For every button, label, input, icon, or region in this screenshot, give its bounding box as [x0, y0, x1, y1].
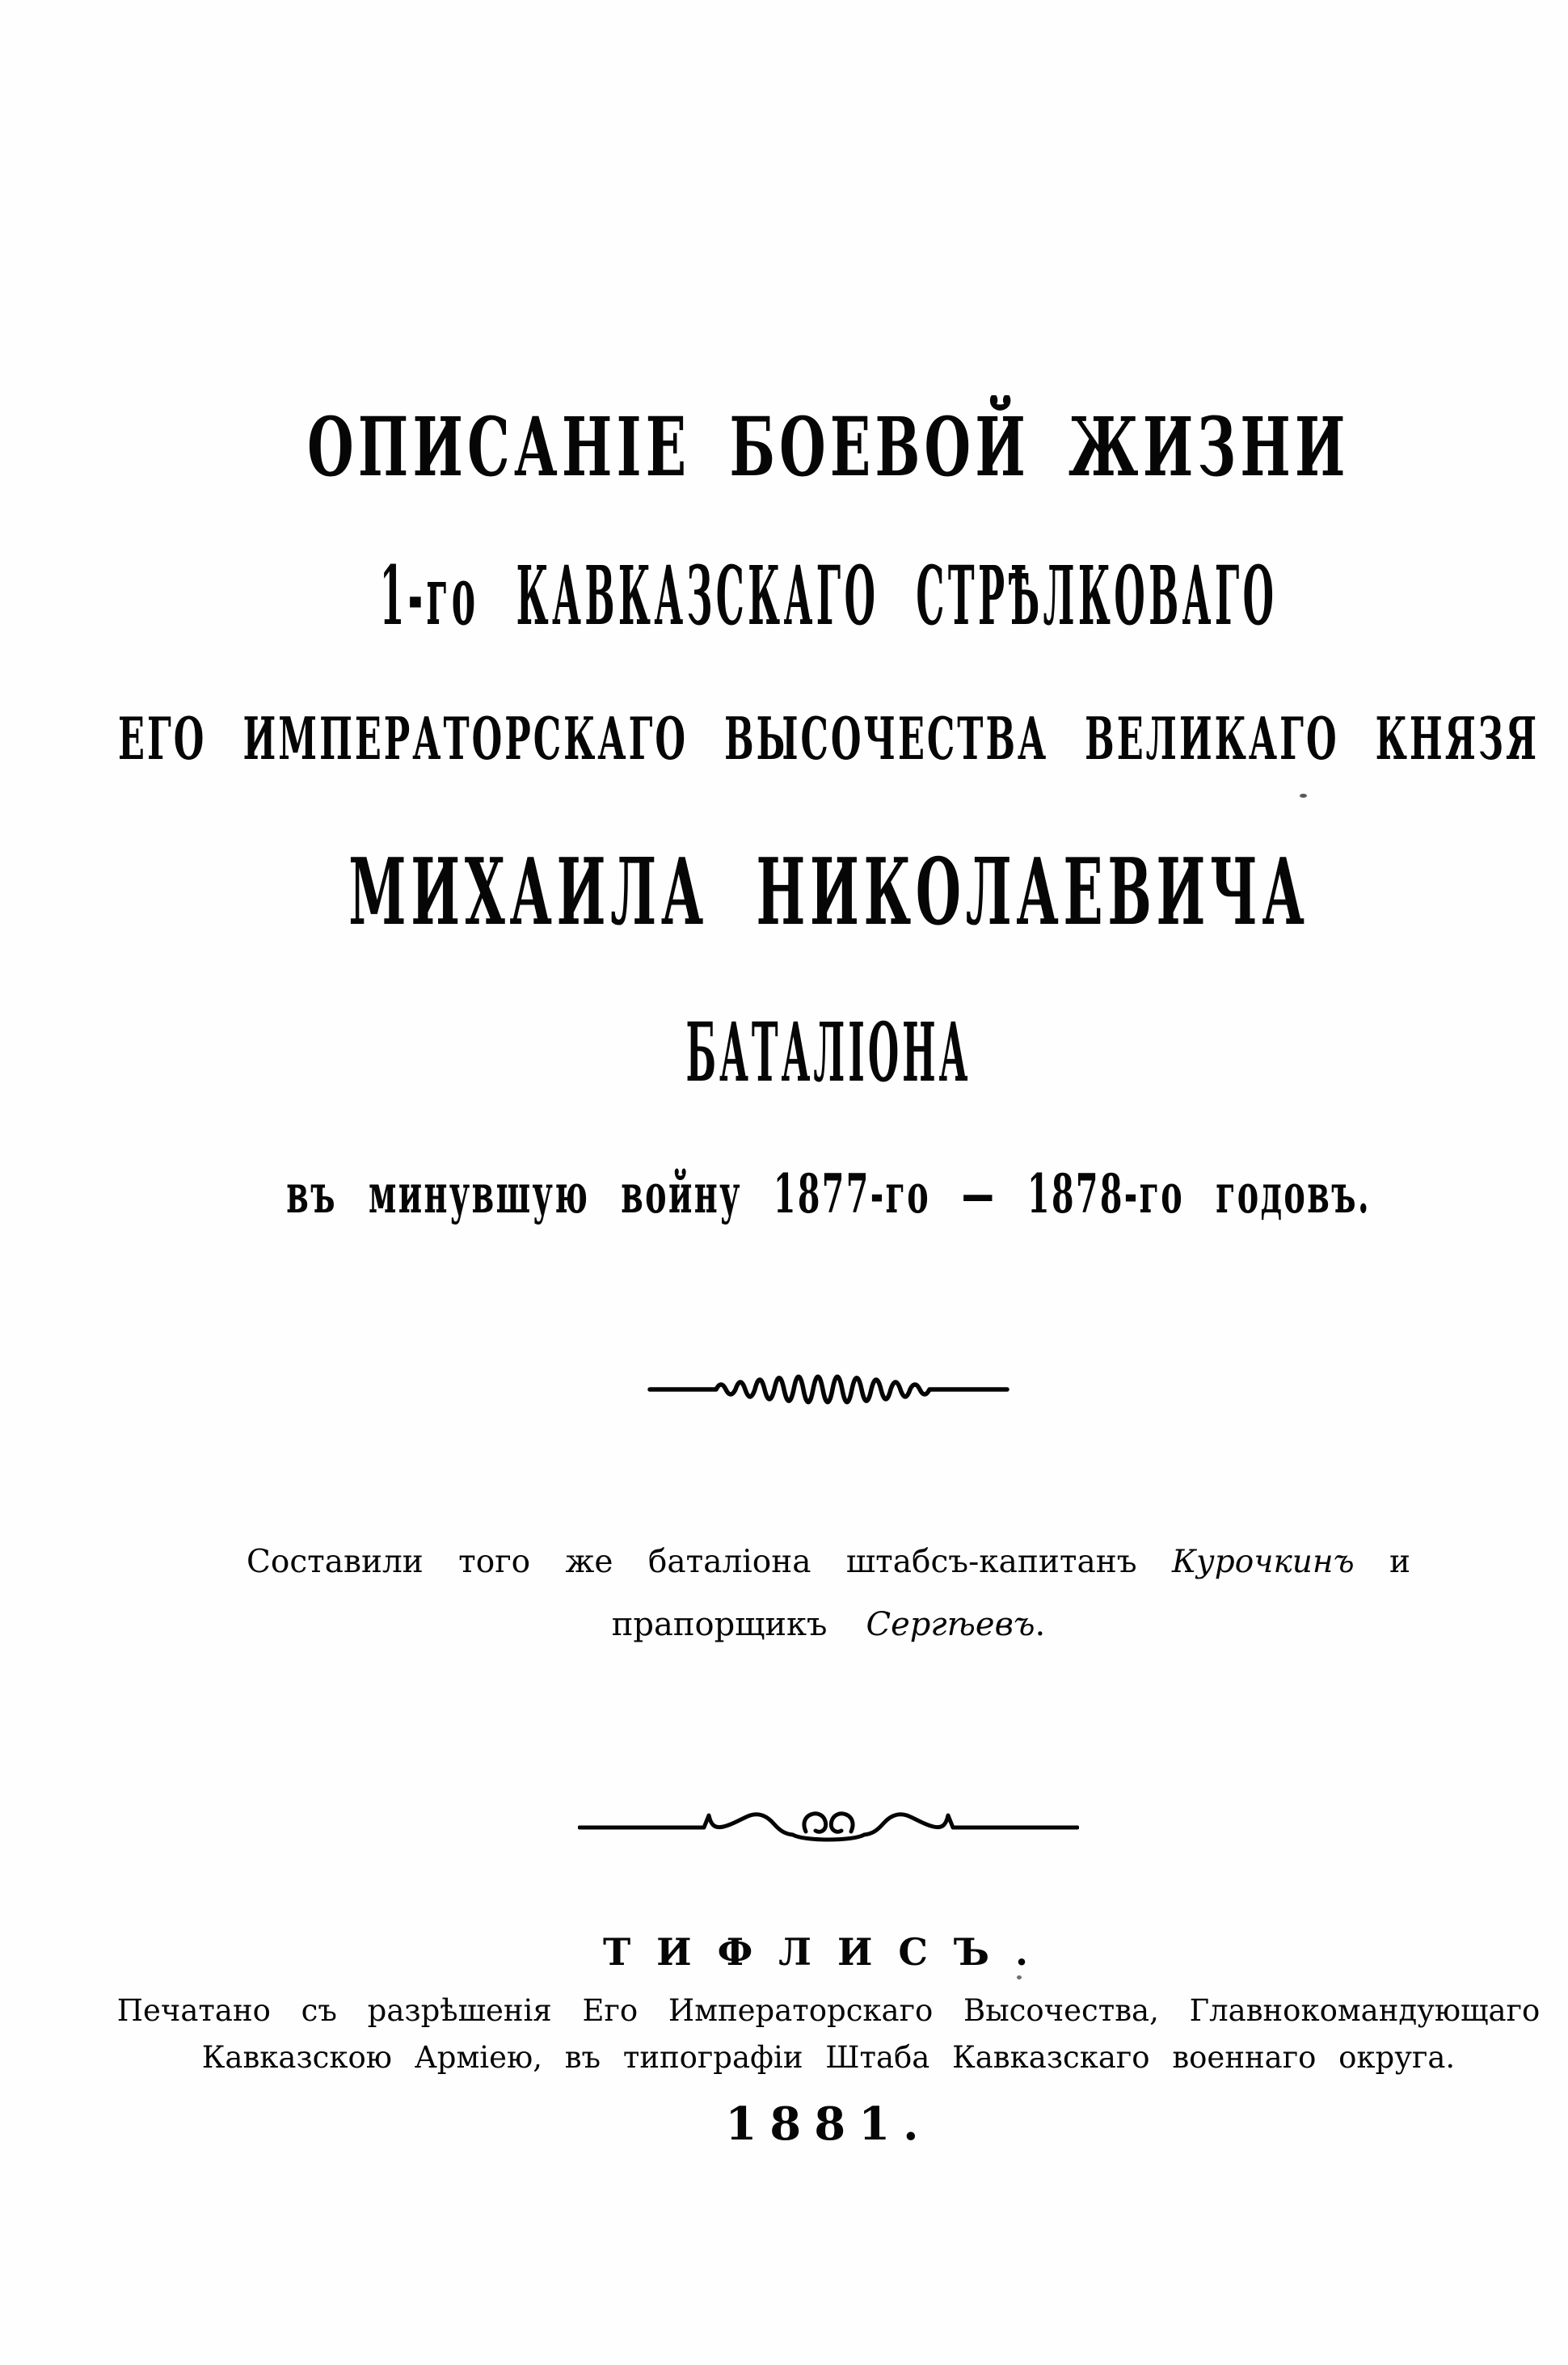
- main-title: [89, 399, 1568, 495]
- authors-word: штабсъ-капитанъ: [845, 1544, 1137, 1580]
- battalion-line-text: БАТАЛІОНА: [685, 1005, 972, 1100]
- authors-word: и: [1389, 1544, 1410, 1580]
- calligraphic-knot-ornament: [89, 1798, 1568, 1844]
- war-years-line: [89, 1162, 1568, 1225]
- authors-word: же: [565, 1544, 613, 1580]
- authors-line-period: .: [1035, 1606, 1046, 1643]
- publication-year: [89, 2097, 1568, 2151]
- imprint-line-1: [89, 1993, 1568, 2028]
- authors-word: Составили: [247, 1544, 424, 1580]
- calligraphic-knot-ornament-svg: [578, 1798, 1079, 1844]
- authors-line-1: [89, 1546, 1568, 1578]
- authors-word: баталіона: [647, 1544, 811, 1580]
- grand-duke-name: [89, 838, 1568, 946]
- wavy-rule-ornament-svg: [647, 1370, 1010, 1409]
- authors-word: того: [458, 1544, 531, 1580]
- author-name-kurochkin: Курочкинъ: [1171, 1544, 1355, 1580]
- wavy-rule-ornament: [89, 1370, 1568, 1409]
- author-rank: прапорщикъ: [611, 1606, 828, 1643]
- main-title-text: ОПИСАНІЕ БОЕВОЙ ЖИЗНИ: [307, 399, 1350, 495]
- imperial-style-line: [89, 704, 1568, 773]
- imprint-line-1-text: Печатано съ разрѣшенія Его Императорскаго Высочества, Главнокомандующаго: [116, 1993, 1541, 2028]
- regiment-line-text: 1-го КАВКАЗСКАГО СТРѢЛКОВАГО: [379, 548, 1278, 643]
- authors-line-1-words: [247, 1546, 1410, 1578]
- city-line: [89, 1930, 1568, 1974]
- battalion-line: [89, 1005, 1568, 1100]
- war-years-text: въ минувшую войну 1877-го — 1878-го годовъ.: [286, 1162, 1371, 1225]
- grand-duke-name-text: МИХАИЛА НИКОЛАЕВИЧА: [348, 838, 1309, 946]
- authors-line-2: [89, 1608, 1568, 1641]
- regiment-line: [89, 548, 1568, 643]
- imperial-style-text: ЕГО ИМПЕРАТОРСКАГО ВЫСОЧЕСТВА ВЕЛИКАГО КНЯЗЯ: [117, 704, 1540, 773]
- author-name-sergeyev: Сергѣевъ: [866, 1606, 1035, 1643]
- city-name: ТИФЛИСЪ.: [602, 1930, 1055, 1974]
- imprint-line-2-text: Кавказскою Арміею, въ типографіи Штаба Кавказскаго военнаго округа.: [201, 2040, 1456, 2075]
- ink-speck: [1017, 1975, 1022, 1979]
- publication-year-text: 1881.: [725, 2097, 932, 2151]
- imprint-line-2: [89, 2040, 1568, 2075]
- ink-speck: [1300, 794, 1307, 798]
